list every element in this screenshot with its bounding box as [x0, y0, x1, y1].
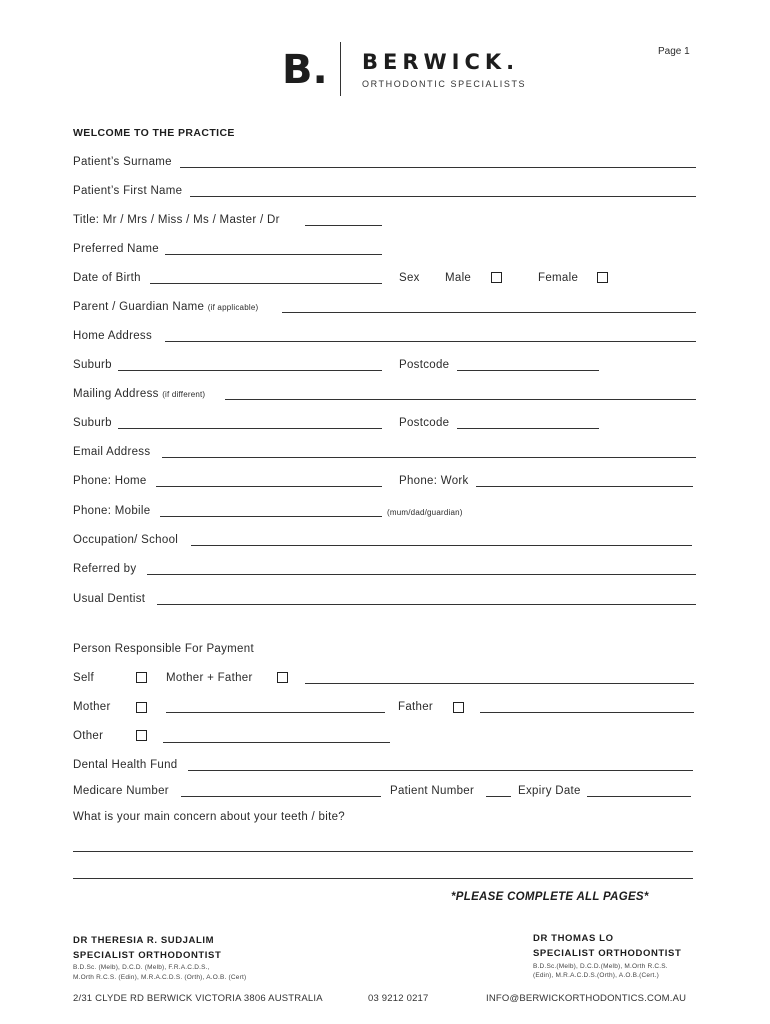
concern-field-2[interactable]	[73, 878, 693, 879]
father-field[interactable]	[480, 712, 694, 713]
occupation-field[interactable]	[191, 545, 692, 546]
email-label: Email Address	[73, 446, 151, 458]
email-field[interactable]	[162, 457, 696, 458]
footer-address: 2/31 CLYDE RD BERWICK VICTORIA 3806 AUSTRALIA	[73, 993, 323, 1004]
self-checkbox[interactable]	[136, 672, 147, 683]
mailing-address-label	[73, 388, 205, 400]
doctor1-title: SPECIALIST ORTHODONTIST	[73, 950, 222, 961]
mailing-address-field[interactable]	[225, 399, 696, 400]
referred-by-label: Referred by	[73, 563, 137, 575]
mailing-address-text: Mailing Address	[73, 388, 159, 400]
referred-by-field[interactable]	[147, 574, 696, 575]
father-checkbox[interactable]	[453, 702, 464, 713]
logo-divider	[340, 42, 341, 96]
surname-label: Patient’s Surname	[73, 156, 172, 168]
first-name-field[interactable]	[190, 196, 696, 197]
expiry-field[interactable]	[587, 796, 691, 797]
phone-home-label: Phone: Home	[73, 475, 147, 487]
doctor1-quals-1: B.D.Sc. (Melb), D.C.D. (Melb), F.R.A.C.D.S.,	[73, 964, 210, 971]
preferred-name-label: Preferred Name	[73, 243, 160, 255]
postcode-field[interactable]	[457, 370, 599, 371]
guardian-field[interactable]	[282, 312, 696, 313]
complete-all-pages-note: *PLEASE COMPLETE ALL PAGES*	[451, 891, 649, 903]
phone-work-field[interactable]	[476, 486, 693, 487]
other-checkbox[interactable]	[136, 730, 147, 741]
logo-name: BERWICK.	[362, 50, 520, 74]
other-label: Other	[73, 730, 104, 742]
occupation-label: Occupation/ School	[73, 534, 179, 546]
usual-dentist-field[interactable]	[157, 604, 696, 605]
form-title: WELCOME TO THE PRACTICE	[73, 127, 235, 139]
home-address-label: Home Address	[73, 330, 153, 342]
medicare-field[interactable]	[181, 796, 381, 797]
dental-fund-field[interactable]	[188, 770, 693, 771]
female-label: Female	[538, 272, 579, 284]
mobile-note: (mum/dad/guardian)	[387, 508, 463, 517]
phone-mobile-field[interactable]	[160, 516, 382, 517]
home-address-field[interactable]	[165, 341, 696, 342]
male-label: Male	[445, 272, 472, 284]
dob-field[interactable]	[150, 283, 382, 284]
father-label: Father	[398, 701, 434, 713]
surname-field[interactable]	[180, 167, 696, 168]
suburb2-label: Suburb	[73, 417, 112, 429]
medicare-label: Medicare Number	[73, 785, 169, 797]
suburb-label: Suburb	[73, 359, 112, 371]
expiry-label: Expiry Date	[518, 785, 581, 797]
doctor2-name: DR THOMAS LO	[533, 933, 614, 944]
first-name-label: Patient’s First Name	[73, 185, 183, 197]
preferred-name-field[interactable]	[165, 254, 382, 255]
concern-field-1[interactable]	[73, 851, 693, 852]
phone-mobile-label: Phone: Mobile	[73, 505, 151, 517]
footer-phone: 03 9212 0217	[368, 993, 429, 1004]
title-field[interactable]	[305, 225, 382, 226]
title-label: Title: Mr / Mrs / Miss / Ms / Master / Dr	[73, 214, 280, 226]
doctor2-title: SPECIALIST ORTHODONTIST	[533, 948, 682, 959]
patient-number-field[interactable]	[486, 796, 511, 797]
mailing-note: (if different)	[162, 390, 206, 399]
doctor2-quals-1: B.D.Sc.(Melb), D.C.D.(Melb), M.Orth R.C.S.	[533, 963, 668, 970]
payment-title: Person Responsible For Payment	[73, 643, 254, 655]
mother-father-checkbox[interactable]	[277, 672, 288, 683]
dental-fund-label: Dental Health Fund	[73, 759, 178, 771]
self-label: Self	[73, 672, 95, 684]
dob-label: Date of Birth	[73, 272, 141, 284]
concern-label: What is your main concern about your teeth / bite?	[73, 811, 345, 823]
doctor1-name: DR THERESIA R. SUDJALIM	[73, 935, 215, 946]
other-field[interactable]	[163, 742, 390, 743]
suburb2-field[interactable]	[118, 428, 382, 429]
guardian-label	[73, 301, 258, 313]
patient-number-label: Patient Number	[390, 785, 475, 797]
mother-father-label: Mother + Father	[166, 672, 253, 684]
doctor2-quals-2: (Edin), M.R.A.C.D.S.(Orth), A.O.B.(Cert.)	[533, 972, 659, 979]
male-checkbox[interactable]	[491, 272, 502, 283]
suburb-field[interactable]	[118, 370, 382, 371]
sex-label: Sex	[399, 272, 420, 284]
guardian-note: (if applicable)	[207, 303, 259, 312]
page-number: Page 1	[658, 46, 690, 57]
guardian-label-text: Parent / Guardian Name	[73, 301, 205, 313]
phone-home-field[interactable]	[156, 486, 382, 487]
mother-field[interactable]	[166, 712, 385, 713]
mother-label: Mother	[73, 701, 111, 713]
phone-work-label: Phone: Work	[399, 475, 469, 487]
usual-dentist-label: Usual Dentist	[73, 593, 146, 605]
mother-checkbox[interactable]	[136, 702, 147, 713]
postcode2-field[interactable]	[457, 428, 599, 429]
footer-email[interactable]: INFO@BERWICKORTHODONTICS.COM.AU	[486, 993, 687, 1004]
doctor1-quals-2: M.Orth R.C.S. (Edin), M.R.A.C.D.S. (Orth), A.O.B. (Cert)	[73, 974, 247, 981]
mother-father-field[interactable]	[305, 683, 694, 684]
postcode2-label: Postcode	[399, 417, 450, 429]
female-checkbox[interactable]	[597, 272, 608, 283]
logo-mark: B.	[282, 47, 328, 93]
logo-subtitle: ORTHODONTIC SPECIALISTS	[362, 79, 527, 89]
postcode-label: Postcode	[399, 359, 450, 371]
